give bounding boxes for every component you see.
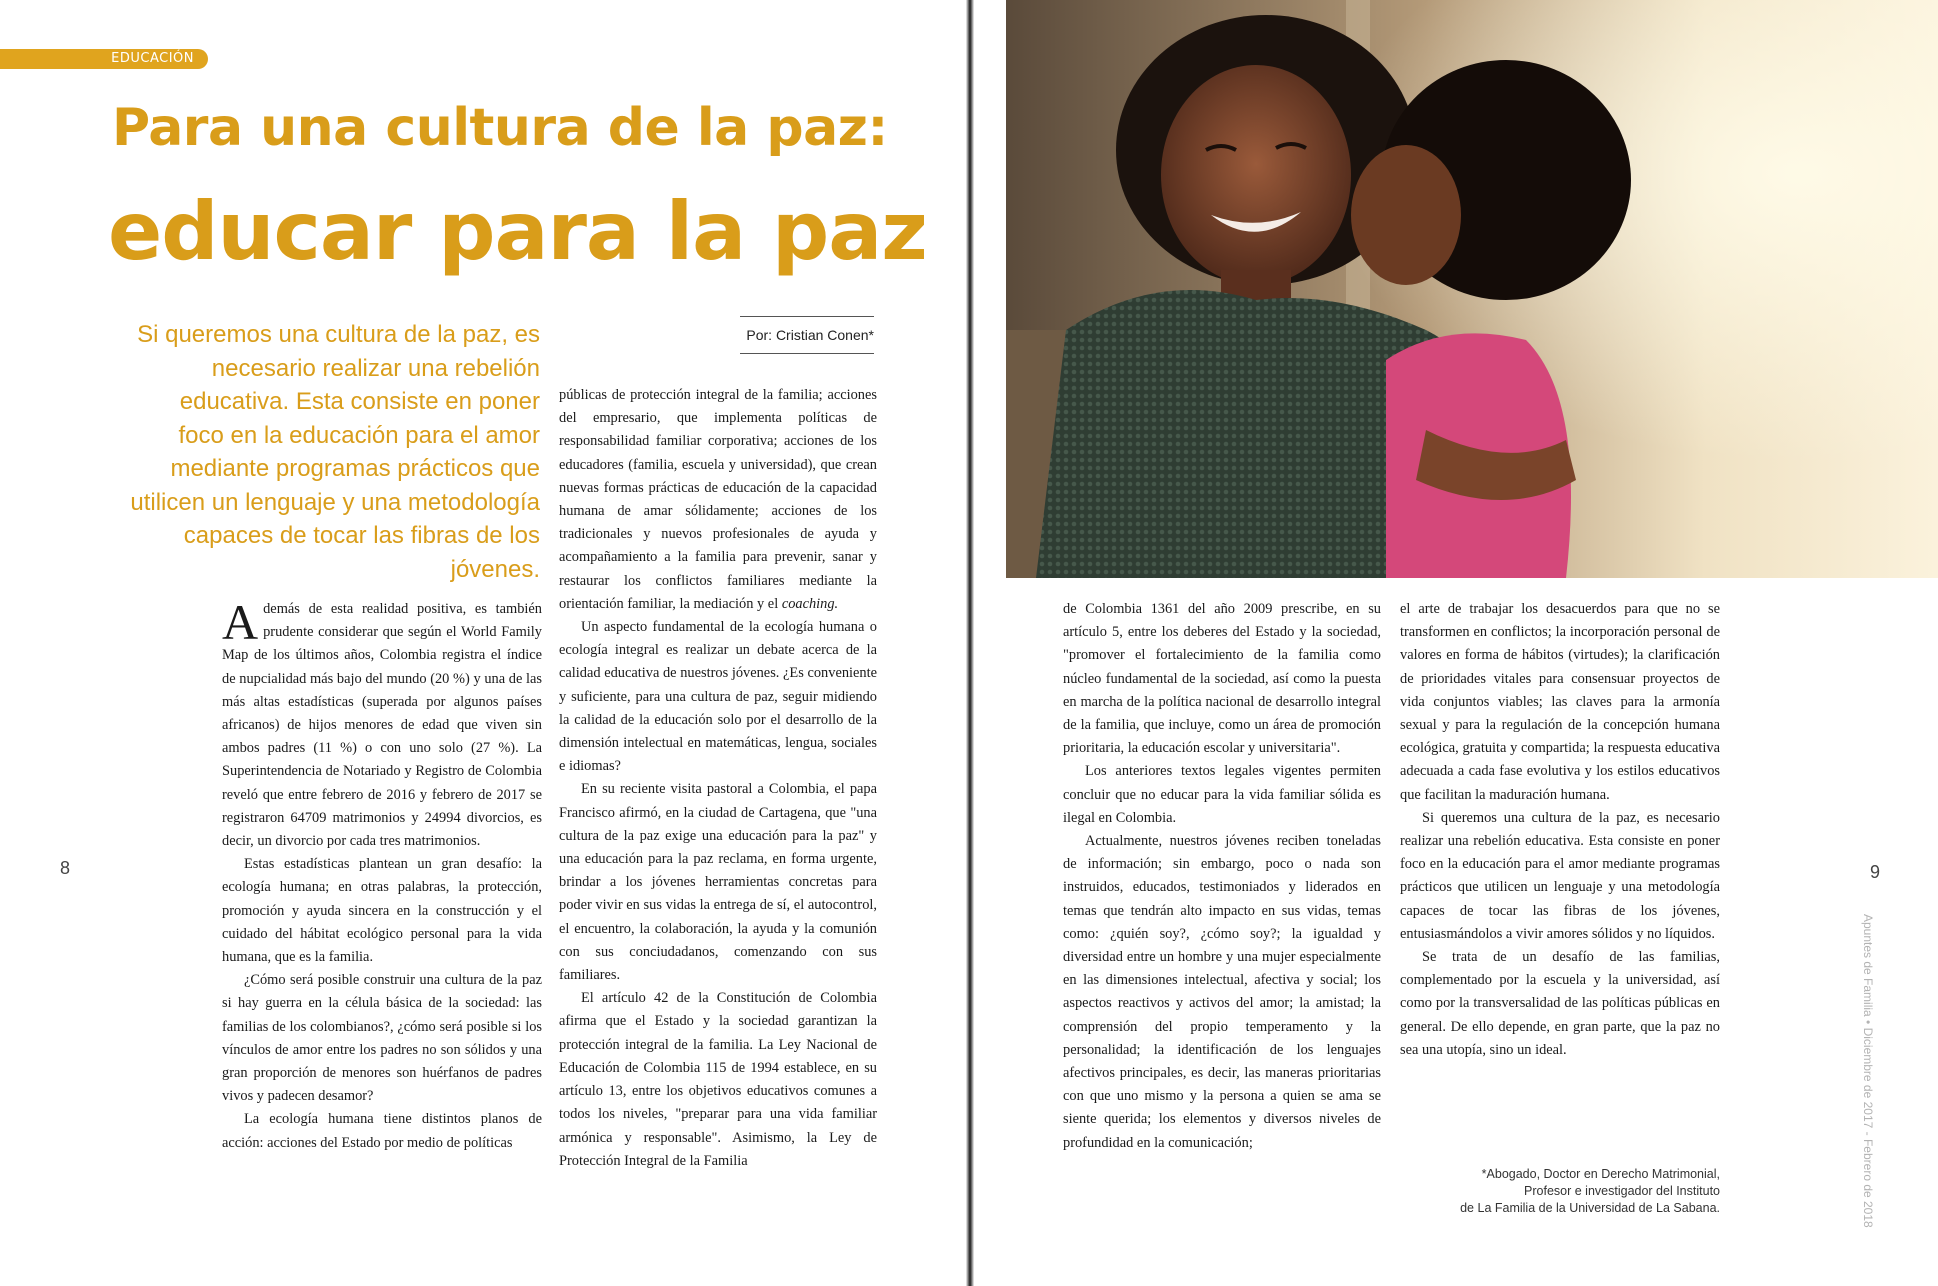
paragraph: ¿Cómo será posible construir una cultura de la paz si hay guerra en la célula básica de la sociedad: las familias de los colombianos?, ¿cómo será posible si los vínculos de amor entre los padres no son sólidos y una gran proporción de menores son huérfanos de padres vivos y padecen desamor? xyxy=(222,972,542,1105)
footnote-line: Profesor e investigador del Instituto xyxy=(1524,1184,1720,1198)
paragraph: Un aspecto fundamental de la ecología humana o ecología integral es realizar un debate acerca de la calidad educativa de nuestros jóvenes. ¿Es conveniente y suficiente, para una cultura de paz, seguir midiendo la calidad de la educación solo por el desarrollo de la dimensión intelectual en matemáticas, lengua, sociales e idiomas? xyxy=(559,619,877,775)
text-column-4 xyxy=(1400,598,1720,1062)
page-number-left: 8 xyxy=(60,858,71,878)
paragraph: Los anteriores textos legales vigentes permiten concluir que no educar para la vida familiar sólida es ilegal en Colombia. xyxy=(1063,763,1381,826)
page-gutter xyxy=(966,0,974,1286)
lead-paragraph: Si queremos una cultura de la paz, es necesario realizar una rebelión educativa. Esta consiste en poner foco en la educación para el amor mediante programas prácticos que utilicen un lenguaje y una metodología capaces de tocar las fibras de los jóvenes. xyxy=(130,321,540,583)
article-photo xyxy=(1006,0,1938,578)
article-title-line2: educar para la paz xyxy=(108,185,927,278)
paragraph: En su reciente visita pastoral a Colombia, el papa Francisco afirmó, en la ciudad de Cartagena, que "una cultura de la paz exige una educación para la paz" y una educación para la paz reclama, en forma urgente, brindar a los jóvenes herramientas concretas para poder vivir en sus vidas la entrega de sí, el autocontrol, el encuentro, la colaboración, la ayuda y la comunión con sus conciudadanos, comenzando con sus familiares. xyxy=(559,781,877,984)
paragraph: Estas estadísticas plantean un gran desafío: la ecología humana; en otras palabras, la protección, promoción y ayuda sincera en la construcción y el cuidado del hábitat ecológico personal para la vida humana, que es la familia. xyxy=(222,856,542,966)
footnote-line: *Abogado, Doctor en Derecho Matrimonial, xyxy=(1481,1167,1720,1181)
paragraph: Si queremos una cultura de la paz, es necesario realizar una rebelión educativa. Esta consiste en poner foco en la educación para el amor mediante programas prácticos que utilicen un lenguaje y una metodología capaces de tocar las fibras de los jóvenes, entusiasmándolos a vivir amores sólidos y no líquidos. xyxy=(1400,809,1720,942)
italic-term: coaching. xyxy=(781,595,839,612)
paragraph: La ecología humana tiene distintos planos de acción: acciones del Estado por medio de políticas xyxy=(222,1111,542,1151)
page-number-right: 9 xyxy=(1870,862,1881,882)
text-column-1 xyxy=(222,594,542,1155)
article-title-line1: Para una cultura de la paz: xyxy=(112,98,888,158)
text-column-2 xyxy=(559,384,877,1173)
footnote-line: de La Familia de la Universidad de La Sabana. xyxy=(1460,1201,1720,1215)
author-footnote xyxy=(1420,1166,1720,1217)
paragraph: Actualmente, nuestros jóvenes reciben toneladas de información; sin embargo, poco o nada son instruidos, educados, testimoniados y liderados en temas que tendrán alto impacto en sus vidas, temas como: ¿quién soy?, ¿cómo soy?; la igualdad y diversidad entre un hombre y una mujer especialmente en las dimensiones intelectual, afectiva y social; los aspectos reactivos y activos del amor; la amistad; la comprensión del propio temperamento y la personalidad; la identificación de los lenguajes afectivos principales, es decir, las maneras prioritarias con que uno mismo y la persona a quien se ama se siente querida; los elementos y diversos niveles de profundidad en la comunicación; xyxy=(1063,833,1381,1151)
paragraph: de Colombia 1361 del año 2009 prescribe, en su artículo 5, entre los deberes del Estado y la sociedad, "promover el fortalecimiento de la familia como núcleo fundamental de la sociedad, así como la puesta en marcha de la política nacional de desarrollo integral de la familia, que incluye, como un área de promoción prioritaria, la educación escolar y universitaria". xyxy=(1063,601,1381,757)
paragraph-text: demás de esta realidad positiva, es también prudente considerar que según el World Family Map de los últimos años, Colombia registra el índice de nupcialidad más bajo del mundo (20 %) y una de las más altas estadísticas (superada por algunos países africanos) de hijos menores de edad que viven sin ambos padres (11 %) o con uno solo (27 %). La Superintendencia de Notariado y Registro de Colombia reveló que entre febrero de 2016 y febrero de 2017 se registraron 64709 matrimonios y 24994 divorcios, es decir, un divorcio por cada tres matrimonios. xyxy=(222,601,542,850)
running-footer: Apuntes de Familia • Diciembre de 2017 - Febrero de 2018 xyxy=(1861,914,1875,1228)
text-column-3 xyxy=(1063,598,1381,1155)
paragraph-text: públicas de protección integral de la familia; acciones del empresario, que implementa políticas de responsabilidad familiar corporativa; acciones de los educadores (familia, escuela y universidad), que crean nuevas formas prácticas de educación de la capacidad humana de amar sólidamente; acciones de los tradicionales y nuevos profesionales de ayuda y acompañamiento a la familia para prevenir, sanar y restaurar los conflictos familiares mediante la orientación familiar, la mediación y el xyxy=(559,387,877,612)
paragraph xyxy=(222,594,542,853)
section-tag: EDUCACIÓN xyxy=(0,49,208,69)
byline: Por: Cristian Conen* xyxy=(740,316,874,354)
drop-cap: A xyxy=(222,594,259,650)
paragraph: El artículo 42 de la Constitución de Colombia afirma que el Estado y la sociedad garantizan la protección integral de la familia. La Ley Nacional de Educación de Colombia 115 de 1994 establece, en su artículo 13, entre los objetivos educativos comunes a todos los niveles, "preparar para una vida familiar armónica y responsable". Asimismo, la Ley de Protección Integral de la Familia xyxy=(559,990,877,1169)
paragraph xyxy=(559,384,877,616)
paragraph: el arte de trabajar los desacuerdos para que no se transformen en conflictos; la incorporación personal de valores en forma de hábitos (virtudes); la clarificación de prioridades vitales para consensuar proyectos de vida conjuntos viables; las claves para la armonía sexual y para la regulación de la concepción humana ecológica, gratuita y compartida; la respuesta educativa adecuada a cada fase evolutiva y los estilos educativos que facilitan la maduración humana. xyxy=(1400,601,1720,803)
paragraph: Se trata de un desafío de las familias, complementado por la escuela y la universidad, así como por la transversalidad de las políticas públicas en general. De ello depende, en gran parte, que la paz no sea una utopía, sino un ideal. xyxy=(1400,949,1720,1058)
left-page xyxy=(0,0,968,1286)
